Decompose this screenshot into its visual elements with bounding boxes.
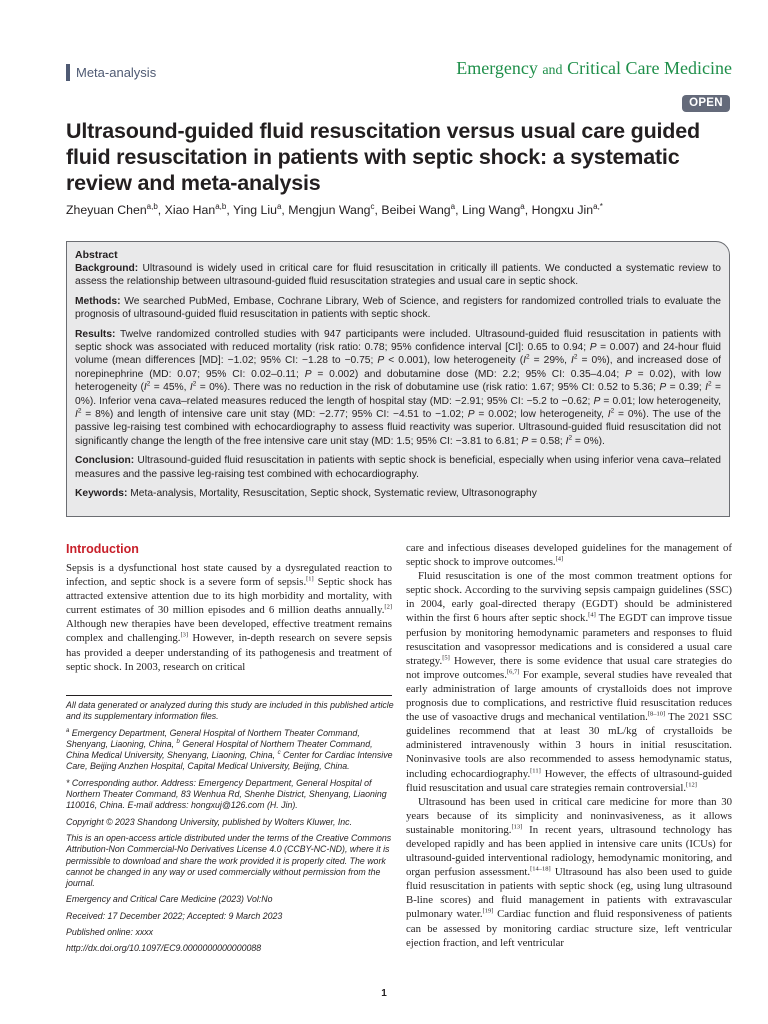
intro-paragraph-2: Fluid resuscitation is one of the most common treatment options for septic shock. According to the surviving sepsis campaign guidelines (SSC) in 2004, early goal-directed therapy (EGDT) should be administered within the first 6 hours after septic shock.[4] The EGDT can improve tissue perfusion by monitoring hemodynamic parameters and responses to fluid resuscitation and vasopressor medications and is considered a usual care strategy.[5] However, there is some evidence that usual care strategies do not improve outcomes.[6,7] For example, several studies have revealed that early administration of large amounts of crystalloids does not improve prognosis due to complications, and restrictive fluid resuscitation reduces the use of vasoactive drugs and mechanical ventilation.[8–10] The 2021 SSC guidelines recommend that at least 30 mL/kg of crystalloids be administered intravenously within 3 hours in initial resuscitation. Noninvasive tools are also recommended to assess hemodynamic status, including echocardiography.[11] However, the effects of ultrasound-guided fluid resuscitation and usual care strategies remain controversial.[12] [406,570,733,794]
abstract-methods [75,295,721,322]
intro-paragraph-1-cont: care and infectious diseases developed guidelines for the management of septic shock to improve outcomes.[4] [406,542,732,569]
intro-paragraph-1: Sepsis is a dysfunctional host state caused by a dysregulated reaction to infection, and septic shock is a severe form of sepsis.[1] Septic shock has attracted extensive attention due to its high morbidity and mortality, with current estimates of 30 million episodes and 6 million deaths annually.[2] Although new therapies have been developed, effective treatment remains complex and challenging.[3] However, in-depth research on severe sepsis has provided a deeper understanding of its pathogenesis and treatment of septic shock. In 2003, research on critical [66,562,393,673]
methods-label: Methods: [75,295,121,307]
methods-text: We searched PubMed, Embase, Cochrane Library, Web of Science, and registers for randomized controlled trials to evaluate the prognosis of ultrasound-guided fluid resuscitation in patients with septic shock. [75,295,721,321]
page-number: 1 [381,988,387,999]
journal-name [400,58,732,79]
intro-right-column [406,541,732,950]
abstract-background [75,262,721,289]
doi-link[interactable]: http://dx.doi.org/10.1097/EC9.0000000000000088 [66,943,262,954]
keywords-label: Keywords: [75,488,128,500]
author-name: Ling Wang$^a$ [461,201,525,217]
section-tag [66,64,156,81]
author-affiliation-mark: a,b [146,201,158,211]
background-label: Background: [75,263,139,274]
results-label: Results: [75,328,116,340]
received-note: Received: 17 December 2022; Accepted: 9 March 2023 [66,910,283,921]
author-affiliation-mark: a,b [215,201,227,211]
intro-left-column [66,561,392,674]
footnote-divider [66,695,392,696]
author-name: Hongxu Jin$^{a,*}$ [531,201,603,217]
author-affiliation-mark: a [450,201,456,211]
introduction-heading: Introduction [66,542,139,556]
author-name: Mengjun Wang$^c$ [288,201,375,217]
author-affiliation-mark: a [276,201,282,211]
results-text: Twelve randomized controlled studies with 947 participants were included. Ultrasound-guided fluid resuscitation in patients with septic shock was associated with reduced mortality (risk ratio: 0.78; 95% confidence interval [CI]: 0.65 to 0.94; P = 0.007) and 24-hour fluid volume (mean differences [MD]: −1.02; 95% CI: −1.28 to −0.75; P < 0.001), low heterogeneity ($I^2 = 29\%$, $I^2 = 0\%$), and increased dose of norepinephrine (MD: 0.07; 95% CI: 0.02–0.11; P = 0.002) and dobutamine dose (MD: 2.2; 95% CI: 0.35–4.04; P = 0.02), with low heterogeneity ($I^2 = 45\%$, $I^2 = 0\%$). There was no reduction in the risk of dobutamine use (risk ratio: 1.67; 95% CI: 0.52 to 5.36; P = 0.39; $I^2 = 0\%$). Inferior vena cava–related measures reduced the length of hospital stay (MD: −2.91; 95% CI: −5.2 to −0.62; P = 0.01; low heterogeneity, $I^2 = 8\%$) and length of intensive care unit stay (MD: −2.77; 95% CI: −4.51 to −1.02; P = 0.002; low heterogeneity, $I^2 = 0\%$). The use of the passive leg-raising test combined with echocardiography to assess fluid reactivity was superior. Ultrasound-guided fluid resuscitation did not significantly change the length of the free intensive care unit stay (MD: 1.5; 95% CI: −3.81 to 6.81; P = 0.58; $I^2 = 0\%$). [75,328,721,447]
background-text: Ultrasound is widely used in critical care for fluid resuscitation in critically ill patients. We conducted a systematic review to assess the relationship between ultrasound-guided fluid resuscitation strategies and usual care in septic shock. [75,263,721,288]
abstract-results [75,328,721,449]
author-list: Zheyuan Chen$^{a,b}$, Xiao Han$^{a,b}$, Ying Liu$^a$, Mengjun Wang$^c$, Beibei Wang$^a$, Ling Wang$^a$, Hongxu Jin$^{a,*}$ [66,201,603,217]
author-name: Ying Liu$^a$ [232,201,282,217]
author-affiliation-mark: c [370,201,375,211]
journal-name-part2: Critical Care Medicine [567,58,732,78]
conclusion-label: Conclusion: [75,455,135,467]
section-label: Meta-analysis [76,65,157,80]
keywords-text: Meta-analysis, Mortality, Resuscitation, Septic shock, Systematic review, Ultrasonography [130,488,537,500]
data-availability-note: All data generated or analyzed during this study are included in this published article and its supplementary information files. [66,700,394,722]
conclusion-text: Ultrasound-guided fluid resuscitation in patients with septic shock is beneficial, especially when using inferior vena cava–related measures and the passive leg-raising test combined with echocardiography. [75,455,721,480]
citation-note: Emergency and Critical Care Medicine (2023) Vol:No [66,894,273,905]
journal-name-and: and [542,63,563,78]
author-name: Xiao Han$^{a,b}$ [164,201,227,217]
author-affiliation-mark: a [520,201,525,211]
abstract-conclusion [75,454,721,481]
intro-paragraph-3: Ultrasound has been used in critical care medicine for more than 30 years because of its simplicity and noninvasiveness, as it allows sustainable monitoring.[13] In recent years, ultrasound technology has developed rapidly and has been applied in intensive care units (ICUs) for ultrasound-guided interventional radiology, hemodynamic monitoring, and organ perfusion assessment.[14–18] Ultrasound has also been used to guide fluid resuscitation in patients with septic shock (eg, using lung ultrasound B-line scores) and fluid management in patients with extravascular pulmonary water.[19] Cardiac function and fluid responsiveness of patients can be assessed by monitoring cardiac structure size, left ventricular ejection fraction, and left ventricular [406,795,733,949]
open-access-badge: OPEN [682,95,730,112]
section-bar [66,64,70,81]
corresponding-author-note: * Corresponding author. Address: Emergency Department, General Hospital of Northern Theater Command, 83 Wenhua Rd, Shenhe District, Shenyang, Liaoning 110016, China. E-mail address: hongxuj@126.com (H. Jin). [66,777,387,811]
journal-name-part1: Emergency [456,58,538,78]
abstract-keywords [75,487,721,500]
affiliations-note: $^a$ Emergency Department, General Hospital of Northern Theater Command, Shenyang, Liaoning, China, $^b$ General Hospital of Northern Theater Command, China Medical University, Shenyang, Liaoning, China, $^c$ Center for Cardiac Intensive Care, Beijing Anzhen Hospital, Capital Medical University, Beijing, China. [66,727,393,772]
author-name: Zheyuan Chen$^{a,b}$ [66,201,158,217]
author-affiliation-mark: a,* [593,201,603,211]
copyright-note: Copyright © 2023 Shandong University, published by Wolters Kluwer, Inc. [66,816,353,827]
license-note: This is an open-access article distributed under the terms of the Creative Commons Attribution-Non Commercial-No Derivatives License 4.0 (CCBY-NC-ND), where it is permissible to download and share the work provided it is properly cited. The work cannot be changed in any way or used commercially without permission from the journal. [66,832,392,889]
footnotes [66,700,396,960]
abstract-heading: Abstract [75,249,118,261]
author-name: Beibei Wang$^a$ [381,201,456,217]
paper-title: Ultrasound-guided fluid resuscitation versus usual care guided fluid resuscitation in patients with septic shock: a systematic review and meta-analysis [66,119,700,195]
abstract-box [66,241,730,517]
published-note: Published online: xxxx [66,927,154,938]
